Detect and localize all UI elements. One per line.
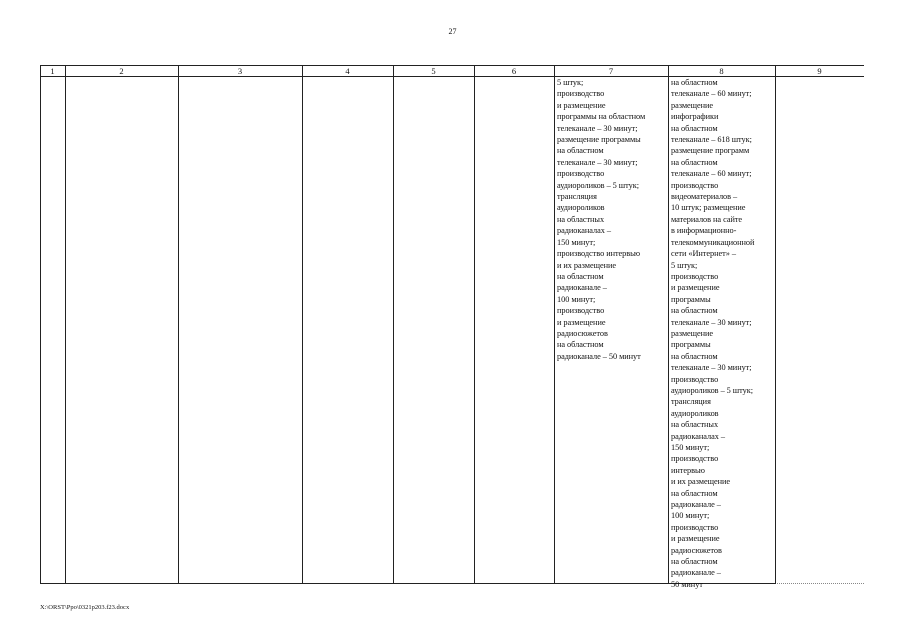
column-border <box>775 65 776 584</box>
column-border <box>668 65 669 584</box>
column-border <box>178 65 179 584</box>
column-border <box>474 65 475 584</box>
column-number-6: 6 <box>511 66 517 76</box>
column-number-2: 2 <box>119 66 124 76</box>
table-bottom-border-continuation <box>775 583 864 584</box>
column-border <box>65 65 66 584</box>
column-border <box>40 65 41 584</box>
column-number-4: 4 <box>345 66 350 76</box>
column-number-1: 1 <box>50 66 55 76</box>
column-number-3: 3 <box>237 66 243 76</box>
column-border <box>302 65 303 584</box>
data-table <box>40 65 864 589</box>
column-number-7: 7 <box>608 66 614 76</box>
column-number-9: 9 <box>817 66 822 76</box>
table-bottom-border <box>40 583 775 584</box>
column-border <box>554 65 555 584</box>
column-number-5: 5 <box>431 66 436 76</box>
footer-file-path: X:\ORST\Ppo\0321p203.f23.docx <box>40 604 130 611</box>
column-number-8: 8 <box>719 66 724 76</box>
column-border <box>393 65 394 584</box>
page-number: 27 <box>448 27 457 36</box>
cell-column-8: на областном телеканале – 60 минут; размещение инфографики на областном телеканале – 618 штук; размещение программ на областном телеканале – 60 минут; производство видеоматериалов – 10 штук; размещение материалов на сайте в информационно- телекоммуникационной сети «Интернет» – 5 штук; производство и размещение программы на областном телеканале – 30 минут; размещение программы на областном телеканале – 30 минут; производство аудиороликов – 5 штук; трансляция аудиороликов на областных радиоканалах – 150 минут; производство интервью и их размещение на областном радиоканале – 100 минут; производство и размещение радиосюжетов на областном радиоканале – 50 минут <box>671 78 755 589</box>
cell-column-7: 5 штук; производство и размещение программы на областном телеканале – 30 минут; размещение программы на областном телеканале – 30 минут; производство аудиороликов – 5 штук; трансляция аудиороликов на областных радиоканалах – 150 минут; производство интервью и их размещение на областном радиоканале – 100 минут; производство и размещение радиосюжетов на областном радиоканале – 50 минут <box>557 78 646 361</box>
